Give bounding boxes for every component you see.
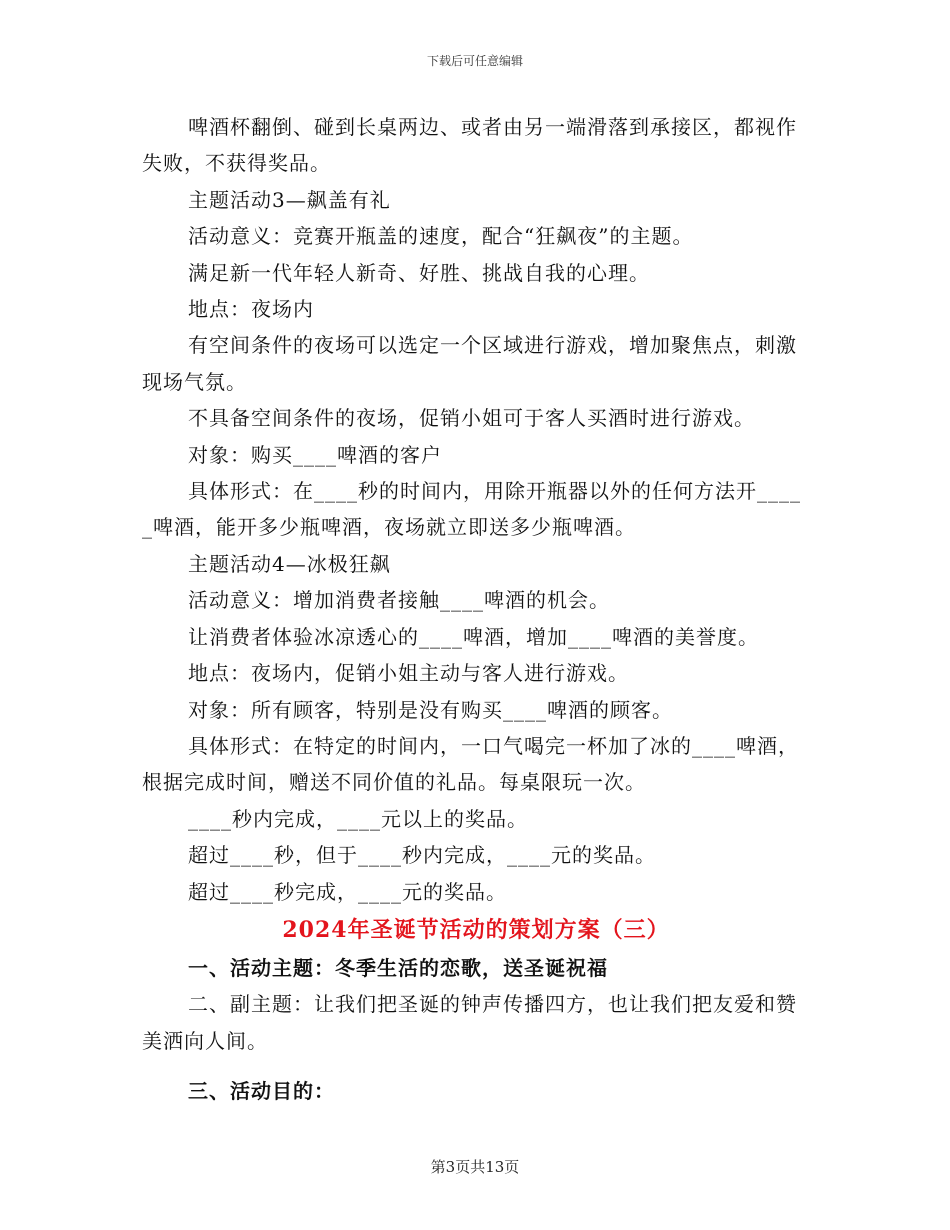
paragraph: 对象：购买____啤酒的客户 bbox=[188, 442, 442, 467]
spacer bbox=[142, 1059, 810, 1073]
paragraph: 具体形式：在特定的时间内，一口气喝完一杯加了冰的____啤酒，根据完成时间，赠送不同价值的礼品。每桌限玩一次。 bbox=[142, 733, 799, 795]
paragraph: 不具备空间条件的夜场，促销小姐可于客人买酒时进行游戏。 bbox=[188, 406, 755, 431]
page-footer: 第3页共13页 bbox=[430, 1158, 520, 1176]
page-header: 下载后可任意编辑 bbox=[426, 54, 523, 68]
paragraph: 超过____秒完成，____元的奖品。 bbox=[188, 879, 507, 904]
paragraph: ____秒内完成，____元以上的奖品。 bbox=[188, 806, 528, 831]
paragraph: 活动意义：增加消费者接触____啤酒的机会。 bbox=[188, 588, 610, 613]
document-body bbox=[142, 109, 810, 1110]
paragraph: 对象：所有顾客，特别是没有购买____啤酒的顾客。 bbox=[188, 697, 673, 722]
paragraph: 活动意义：竞赛开瓶盖的速度，配合“狂飙夜”的主题。 bbox=[188, 224, 694, 249]
purpose-heading: 三、活动目的： bbox=[188, 1079, 335, 1104]
paragraph: 满足新一代年轻人新奇、好胜、挑战自我的心理。 bbox=[188, 260, 650, 285]
paragraph: 让消费者体验冰凉透心的____啤酒，增加____啤酒的美誉度。 bbox=[188, 624, 759, 649]
paragraph: 地点：夜场内 bbox=[188, 297, 314, 322]
section-title: 2024年圣诞节活动的策划方案（三） bbox=[282, 916, 670, 943]
activity-4-heading: 主题活动4—冰极狂飙 bbox=[188, 551, 391, 576]
paragraph: 有空间条件的夜场可以选定一个区域进行游戏，增加聚焦点，刺激现场气氛。 bbox=[142, 333, 797, 394]
paragraph: 啤酒杯翻倒、碰到长桌两边、或者由另一端滑落到承接区，都视作失败，不获得奖品。 bbox=[142, 115, 797, 176]
paragraph: 地点：夜场内，促销小姐主动与客人进行游戏。 bbox=[188, 661, 629, 686]
paragraph: 超过____秒，但于____秒内完成，____元的奖品。 bbox=[188, 843, 656, 868]
subtheme-paragraph: 二、副主题：让我们把圣诞的钟声传播四方，也让我们把友爱和赞美洒向人间。 bbox=[142, 992, 797, 1053]
activity-3-heading: 主题活动3—飙盖有礼 bbox=[188, 187, 391, 212]
theme-heading: 一、活动主题：冬季生活的恋歌，送圣诞祝福 bbox=[188, 955, 608, 980]
paragraph: 具体形式：在____秒的时间内，用除开瓶器以外的任何方法开_____啤酒，能开多少瓶啤酒，夜场就立即送多少瓶啤酒。 bbox=[142, 479, 801, 540]
